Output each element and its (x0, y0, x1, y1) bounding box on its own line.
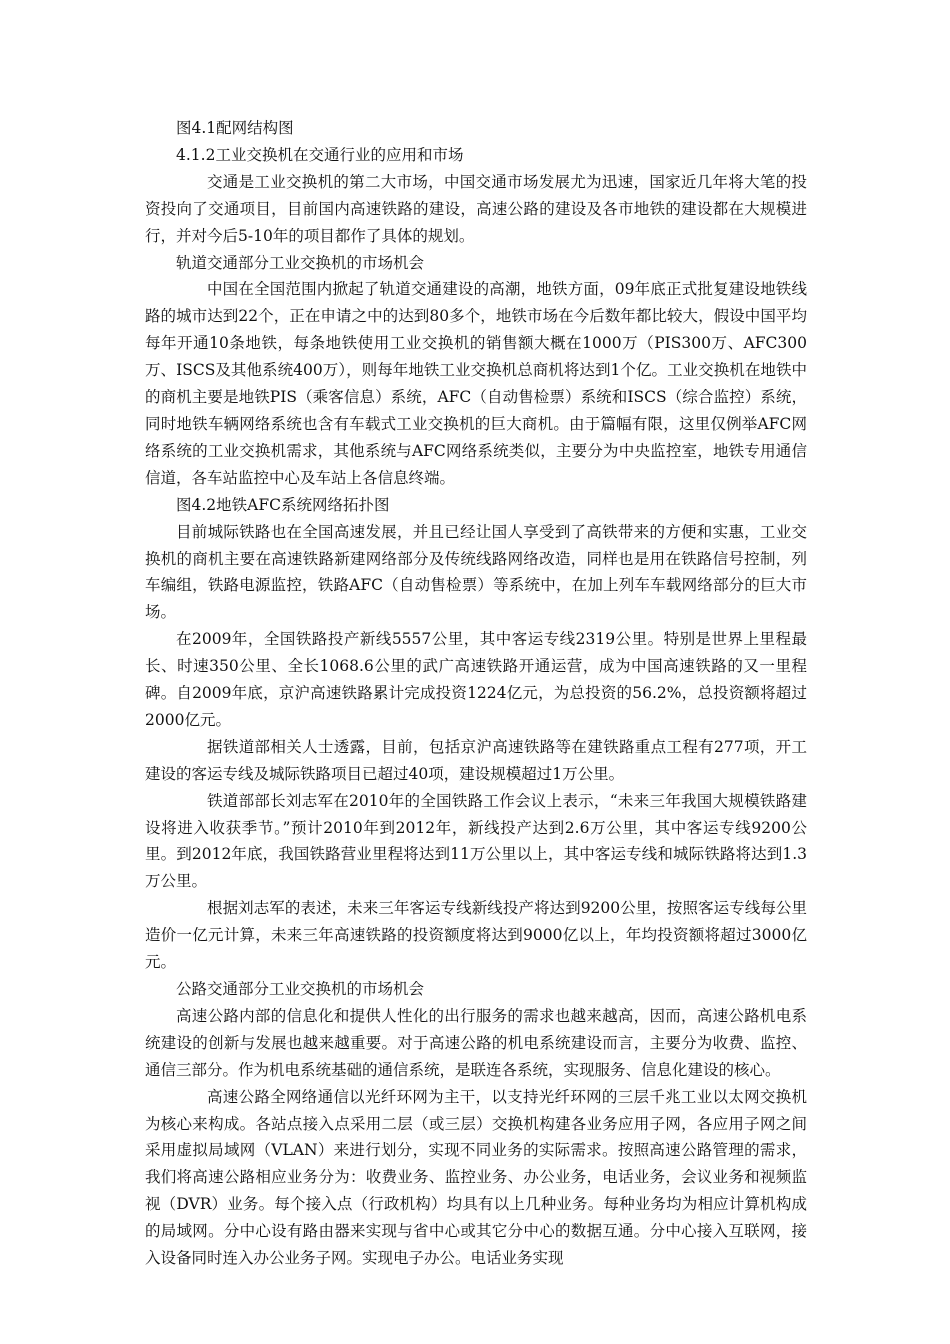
paragraph-transport-market: 交通是工业交换机的第二大市场，中国交通市场发展尤为迅速，国家近几年将大笔的投资投向了交通项目，目前国内高速铁路的建设，高速公路的建设及各市地铁的建设都在大规模进行，并对今后5-10年的项目都作了具体的规划。 (145, 172, 807, 245)
paragraph-highway-informatization: 高速公路内部的信息化和提供人性化的出行服务的需求也越来越高，因而，高速公路机电系统建设的创新与发展也越来越重要。对于高速公路的机电系统建设而言，主要分为收费、监控、通信三部分。作为机电系统基础的通信系统，是联连各系统，实现服务、信息化建设的核心。 (145, 1006, 807, 1079)
figure-caption-4-2: 图4.2地铁AFC系统网络拓扑图 (176, 495, 390, 514)
paragraph-2009-rail: 在2009年，全国铁路投产新线5557公里，其中客运专线2319公里。特别是世界上里程最长、时速350公里、全长1068.6公里的武广高速铁路开通运营，成为中国高速铁路的又一里程碑。自2009年底，京沪高速铁路累计完成投资1224亿元，为总投资的56.2%，总投资额将超过2000亿元。 (145, 630, 807, 729)
figure-caption-4-1: 图4.1配网结构图 (176, 119, 294, 137)
paragraph-metro-opportunity: 中国在全国范围内掀起了轨道交通建设的高潮，地铁方面，09年底正式批复建设地铁线路的城市达到22个，正在申请之中的达到80多个，地铁市场在今后数年都比较大，假设中国平均每年开通10条地铁，每条地铁使用工业交换机的销售额大概在1000万（PIS300万、AFC300万、ISCS及其他系统400万），则每年地铁工业交换机总商机将达到1个亿。工业交换机在地铁中的商机主要是地铁PIS（乘客信息）系统，AFC（自动售检票）系统和ISCS（综合监控）系统，同时地铁车辆网络系统也含有车载式工业交换机的巨大商机。由于篇幅有限，这里仅例举AFC网络系统的工业交换机需求，其他系统与AFC网络系统类似，主要分为中央监控室，地铁专用通信信道，各车站监控中心及车站上各信息终端。 (145, 280, 807, 487)
paragraph-highway-network: 高速公路全网络通信以光纤环网为主干，以支持光纤环网的三层千兆工业以太网交换机为核心来构成。各站点接入点采用二层（或三层）交换机构建各业务应用子网，各应用子网之间采用虚拟局域网（VLAN）来进行划分，实现不同业务的实际需求。按照高速公路管理的需求，我们将高速公路相应业务分为：收费业务、监控业务、办公业务，电话业务，会议业务和视频监视（DVR）业务。每个接入点（行政机构）均具有以上几种业务。每种业务均为相应计算机构成的局域网。分中心设有路由器来实现与省中心或其它分中心的数据互通。分中心接入互联网，接入设备同时连入办公业务子网。实现电子办公。电话业务实现 (145, 1087, 807, 1268)
paragraph-ministry-disclosure: 据铁道部相关人士透露，目前，包括京沪高速铁路等在建铁路重点工程有277项，开工建设的客运专线及城际铁路项目已超过40项，建设规模超过1万公里。 (145, 737, 807, 783)
document-body (145, 115, 807, 1272)
paragraph-investment-estimate: 根据刘志军的表述，未来三年客运专线新线投产将达到9200公里，按照客运专线每公里造价一亿元计算，未来三年高速铁路的投资额度将达到9000亿以上，年均投资额将超过3000亿元。 (145, 899, 807, 972)
subheading-highway: 公路交通部分工业交换机的市场机会 (176, 980, 425, 998)
section-heading-4-1-2: 4.1.2工业交换机在交通行业的应用和市场 (176, 145, 464, 164)
paragraph-intercity-rail: 目前城际铁路也在全国高速发展，并且已经让国人享受到了高铁带来的方便和实惠，工业交换机的商机主要在高速铁路新建网络部分及传统线路网络改造，同样也是用在铁路信号控制，列车编组，铁路电源监控，铁路AFC（自动售检票）等系统中，在加上列车车载网络部分的巨大市场。 (145, 522, 807, 622)
paragraph-minister-statement: 铁道部部长刘志军在2010年的全国铁路工作会议上表示，“未来三年我国大规模铁路建设将进入收获季节。”预计2010年到2012年，新线投产达到2.6万公里，其中客运专线9200公里。到2012年底，我国铁路营业里程将达到11万公里以上，其中客运专线和城际铁路将达到1.3万公里。 (145, 791, 807, 891)
subheading-rail-transit: 轨道交通部分工业交换机的市场机会 (176, 253, 425, 272)
